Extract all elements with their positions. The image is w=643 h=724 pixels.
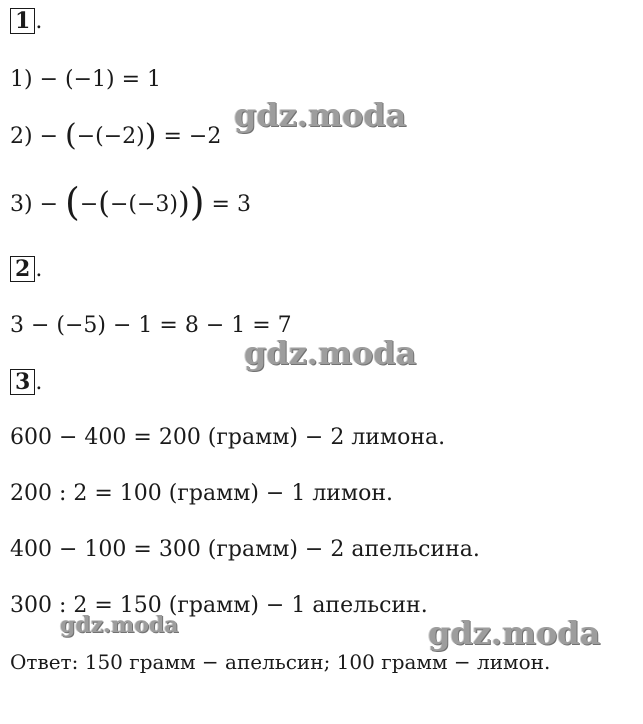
task-3-line-4: 300 : 2 = 150 (грамм) − 1 апельсин. [10,593,428,618]
task-1-line-1: 1) − (−1) = 1 [10,67,162,92]
watermark: gdz.moda [428,614,601,652]
task-1-line-2: 2) − (−(−2)) = −2 [10,118,222,153]
task-3-line-1: 600 − 400 = 200 (грамм) − 2 лимона. [10,425,446,450]
task-3-number: 3 . [10,369,42,397]
task-3-answer: Ответ: 150 грамм − апельсин; 100 грамм − лимон. [10,650,551,674]
task-2-line-1: 3 − (−5) − 1 = 8 − 1 = 7 [10,313,292,338]
watermark: gdz.moda [244,334,417,372]
watermark: gdz.moda [60,612,179,638]
watermark: gdz.moda [234,96,407,134]
task-1-line-3: 3) − (−(−(−3))) = 3 [10,180,251,224]
task-1-number: 1 . [10,8,42,36]
task-3-line-2: 200 : 2 = 100 (грамм) − 1 лимон. [10,481,393,506]
task-2-number: 2 . [10,256,42,284]
task-3-line-3: 400 − 100 = 300 (грамм) − 2 апельсина. [10,537,480,562]
